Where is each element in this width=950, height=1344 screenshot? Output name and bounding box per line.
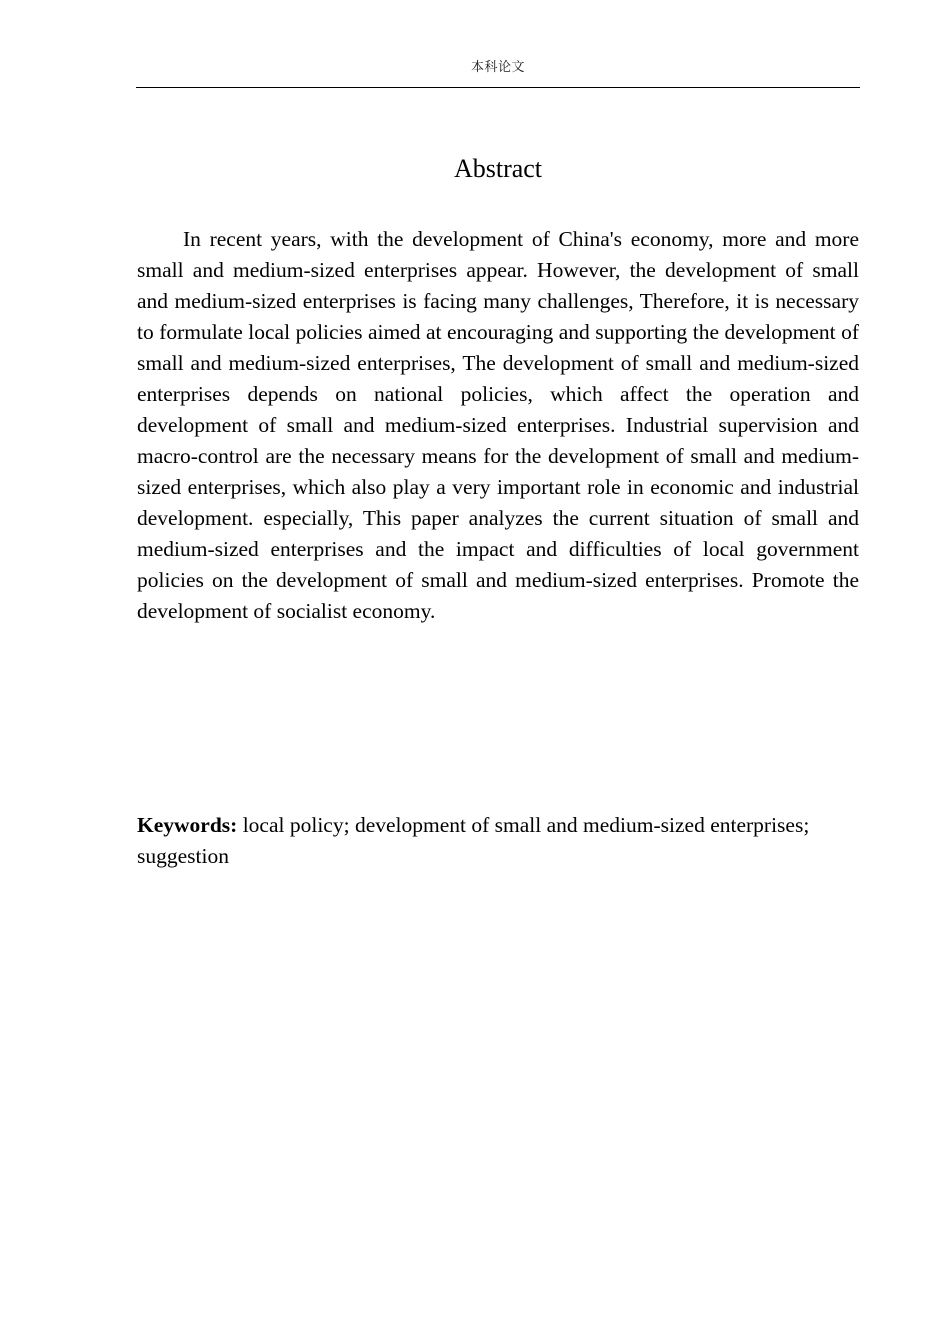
keywords-value: local policy; development of small and medium-sized enterprises; suggestion [137, 813, 810, 868]
abstract-paragraph: In recent years, with the development of China's economy, more and more small and medium-sized enterprises appear. However, the development of small and medium-sized enterprises is facing many challenges, Therefore, it is necessary to formulate local policies aimed at encouraging and supporting the development of small and medium-sized enterprises, The development of small and medium-sized enterprises depends on national policies, which affect the operation and development of small and medium-sized enterprises. Industrial supervision and macro-control are the necessary means for the development of small and medium-sized enterprises, which also play a very important role in economic and industrial development. especially, This paper analyzes the current situation of small and medium-sized enterprises and the impact and difficulties of local government policies on the development of small and medium-sized enterprises. Promote the development of socialist economy. [137, 227, 859, 623]
page-title: Abstract [453, 154, 543, 183]
header-divider-rule [136, 87, 860, 88]
running-header-text: 本科论文 [470, 60, 525, 75]
keywords-label: Keywords: [137, 813, 238, 837]
keywords-block [137, 810, 859, 872]
running-header [136, 58, 860, 77]
